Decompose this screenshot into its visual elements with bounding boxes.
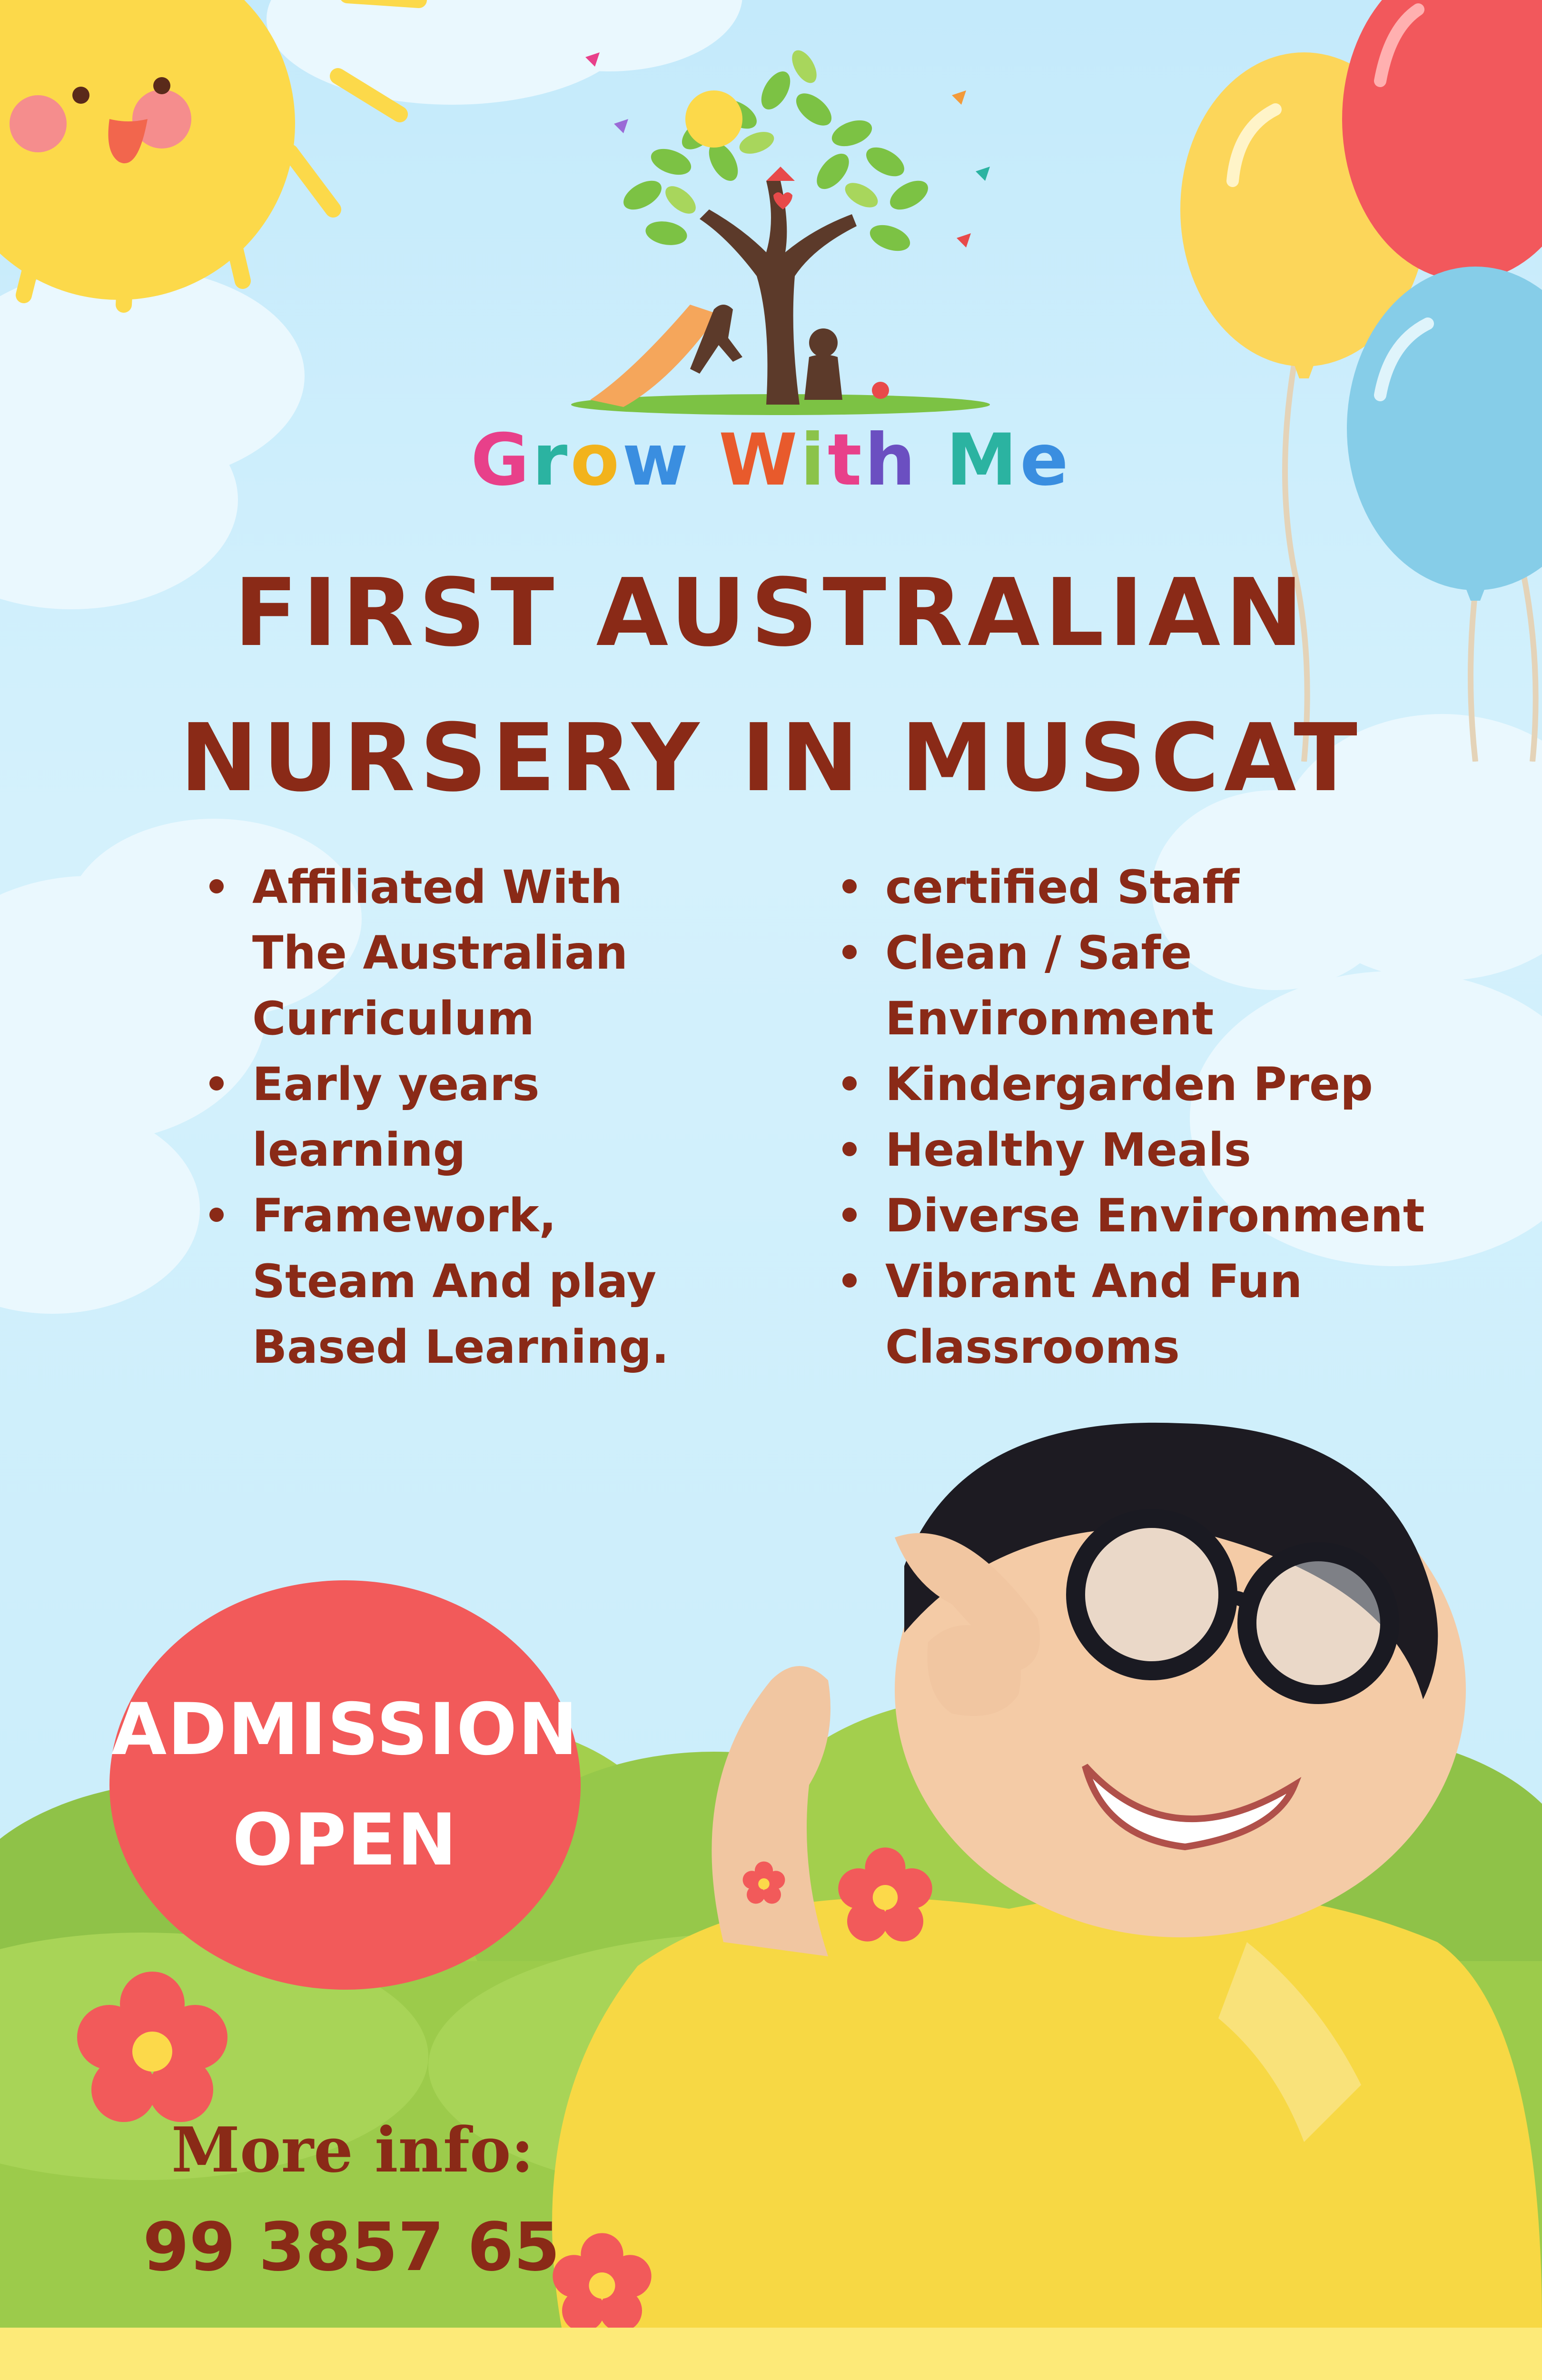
brand-letter: h [864, 419, 919, 502]
brand-letter: r [532, 419, 571, 502]
headline-line-2: NURSERY IN MUSCAT [179, 704, 1363, 813]
feature-item: Affiliated With The Australian Curriculum [208, 854, 770, 1051]
brand-letter: G [471, 419, 533, 502]
flower-icon [76, 1971, 228, 2123]
more-info-label: More info: [171, 2113, 534, 2186]
tree-logo-icon [557, 38, 1004, 419]
child-photo [438, 1395, 1542, 2328]
brand-letter: i [800, 419, 828, 502]
brand-letter: M [946, 419, 1020, 502]
admission-line-2: OPEN [232, 1799, 458, 1882]
feature-item: Kindergarden Prep [841, 1051, 1508, 1117]
phone-number: 99 3857 65 [143, 2209, 560, 2286]
feature-item: Framework, Steam And play Based Learning. [208, 1183, 770, 1380]
headline-line-1: FIRST AUSTRALIAN [234, 559, 1308, 667]
footer-band [0, 2328, 1542, 2380]
admission-badge [109, 1580, 581, 1990]
brand-letter: t [828, 419, 865, 502]
sun-icon [0, 0, 428, 419]
brand-letter [691, 419, 719, 502]
feature-list-left [208, 854, 770, 1380]
feature-item: Diverse Environment [841, 1183, 1508, 1249]
brand-letter: w [622, 419, 691, 502]
brand-letter: W [719, 419, 801, 502]
feature-item: Healthy Meals [841, 1117, 1508, 1183]
feature-item: Vibrant And Fun Classrooms [841, 1249, 1508, 1380]
brand-letter: o [570, 419, 623, 502]
admission-line-1: ADMISSION [111, 1688, 579, 1771]
feature-list-right [841, 854, 1508, 1380]
cloud [0, 1104, 200, 1314]
brand-letter [919, 419, 946, 502]
feature-item: Early years learning [208, 1051, 770, 1183]
flower-icon [838, 1847, 933, 1942]
brand-wordmark [0, 419, 1542, 502]
flower-icon [552, 2232, 652, 2332]
feature-item: Clean / Safe Environment [841, 920, 1508, 1051]
brand-letter: e [1020, 419, 1071, 502]
flower-icon [742, 1861, 785, 1904]
feature-item: certified Staff [841, 854, 1508, 920]
